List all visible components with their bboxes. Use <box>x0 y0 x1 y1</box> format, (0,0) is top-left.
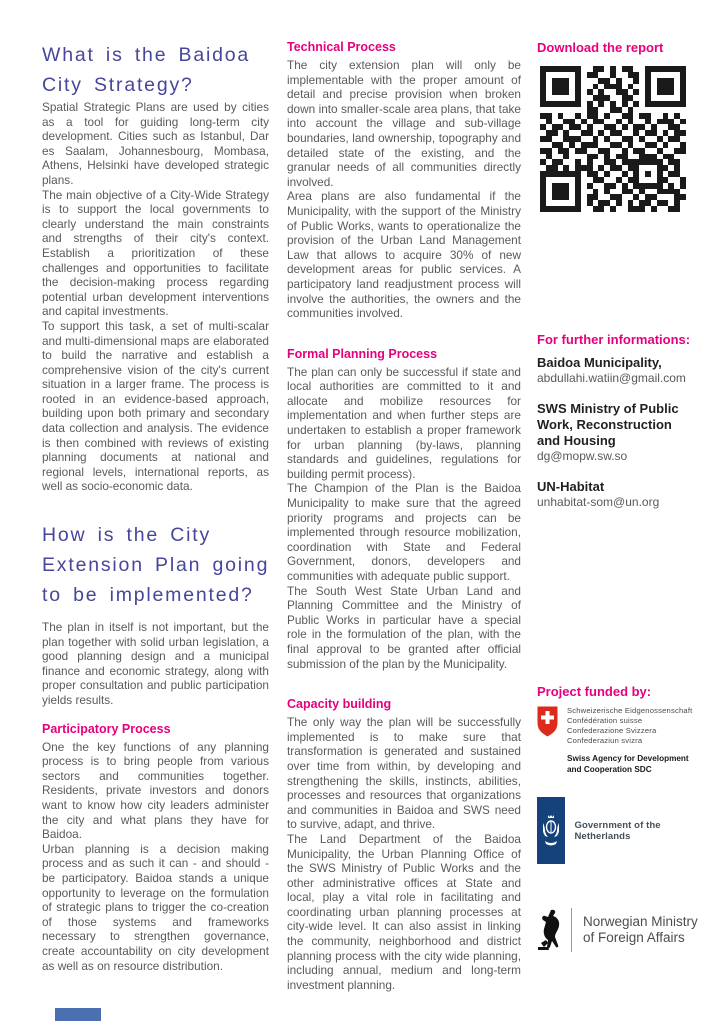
paragraph: The main objective of a City-Wide Strategy is to support the local governments to clearly understand the main constraints and strengths of their city's context. Establish a prioritization of these challenges and opportunities to facilitate the decision-making process regarding potential urban development interventions and capital investments. <box>42 187 269 319</box>
heading-line: How is the City <box>42 524 212 547</box>
netherlands-banner-icon <box>537 797 565 864</box>
paragraph: To support this task, a set of multi-scalar and multi-dimensional maps are elaborated to build the narrative and establish a comprehensive vision of the city's current situation in a larger frame. The process is rooted in an evidence-based approach, building upon both primary and secondary data collection and analysis. The evidence is then combined with reviews of existing planning documents at national and regional levels, international reports, as well as socio-economic data. <box>42 318 269 494</box>
paragraph: The plan can only be successful if state and local authorities are committed to it and allocate and mobilize resources for implementation and when further steps are undertaken to establish a proper framework for urban planning (by-laws, planning standards and guidelines, regulations for building permit process). <box>287 364 521 481</box>
heading-line: Extension Plan going <box>42 554 270 577</box>
subhead-capacity-building: Capacity building <box>287 697 392 712</box>
subhead-technical-process: Technical Process <box>287 40 396 54</box>
contact-entry <box>537 401 707 464</box>
contact-email: dg@mopw.sw.so <box>537 449 628 463</box>
swiss-line: Confédération suisse <box>567 716 643 725</box>
paragraph: The only way the plan will be successfully implemented is to make sure that transformation is generated and sustained over time from within, by developing and strengthening the skills, instincts, abilities, processes and resources that organizations and communities in Baidoa and SWS need to survive, adapt, and thrive. <box>287 715 521 832</box>
paragraph: One the key functions of any planning process is to bring people from various sectors and communities together. Residents, private investors and donors want to know how city leaders administer the city and what plans they have for Baidoa. <box>42 739 269 842</box>
contact-name: SWS Ministry of Public <box>537 401 679 416</box>
section-heading-what-is <box>42 40 269 100</box>
qr-code-icon <box>540 66 686 212</box>
subhead-participatory-process: Participatory Process <box>42 721 171 736</box>
swiss-line: Schweizerische Eidgenossenschaft <box>567 706 693 715</box>
heading-line: What is the Baidoa <box>42 44 251 66</box>
contact-title: For further informations: <box>537 332 691 347</box>
swiss-text <box>567 706 692 775</box>
divider <box>571 908 572 952</box>
paragraph: The South West State Urban Land and Planning Committee and the Ministry of Public Works in particular have a special role in the formulation of the plan, with the final approval to be granted after official submission of the plan by the Municipality. <box>287 583 521 671</box>
paragraph: Spatial Strategic Plans are used by cities as a tool for guiding long-term city development. Cities such as Istanbul, Dar es Saalam, Johannesbourg, Mombasa, Athens, Helsinki have developed strategic plans. <box>42 100 269 187</box>
contact-name: UN-Habitat <box>537 479 605 494</box>
contact-section <box>537 332 707 525</box>
netherlands-label: Government of the Netherlands <box>574 819 661 842</box>
swiss-shield-icon <box>537 706 558 737</box>
swiss-agency-label: Swiss Agency for Development and Cooperation SDC <box>567 754 689 774</box>
footer-blue-bar <box>55 1008 101 1021</box>
swiss-line: Confederaziun svizra <box>567 736 643 745</box>
contact-email: unhabitat-som@un.org <box>537 495 660 509</box>
contact-name: Work, Reconstruction <box>537 417 672 432</box>
netherlands-funder-logo <box>537 797 712 864</box>
download-report-title: Download the report <box>537 40 664 55</box>
paragraph: The Land Department of the Baidoa Municipality, the Urban Planning Office of the SWS Ministry of Public Works and the other administrative offices at State and local, play a vital role in facilitating and coordinating urban planning processes at city-wide level. It can also assist in linking the community, neighborhood and district planning process with the city wide planning, including annual, medium and long-term investment planning. <box>287 831 521 992</box>
swiss-funder-logo <box>537 706 712 775</box>
norway-label: Norwegian Ministry of Foreign Affairs <box>583 913 698 945</box>
paragraph: Area plans are also fundamental if the Municipality, with the support of the Ministry of Public Works, wants to operationalize the provision of the Urban Land Management Law that allows to acquire 30% of new development areas for public services. A participatory land readjustment process will involve the authorities, the owners and the communities involved. <box>287 189 521 321</box>
contact-email: abdullahi.watiin@gmail.com <box>537 371 686 385</box>
paragraph: Urban planning is a decision making process and as such it can - and should - be participatory. Baidoa stands a unique opportunity to leverage on the formulation of strategic plans to trigger the co-creation of those systems and frameworks necessary to strengthen governance, create accountability on city development as well as on resource distribution. <box>42 841 269 973</box>
paragraph: The plan in itself is not important, but the plan together with solid urban legislation, a good planning design and a municipal finance and economic strategy, along with proper consultation and public participation yields results. <box>42 620 269 707</box>
paragraph: The Champion of the Plan is the Baidoa Municipality to make sure that the agreed priority programs and projects can be implemented through resource mobilization, coordination with State and Federal Government, donors, developers and communities with adequate public support. <box>287 481 521 583</box>
left-column <box>42 40 269 973</box>
contact-name: and Housing <box>537 433 616 448</box>
contact-name: Baidoa Municipality, <box>537 355 662 370</box>
contact-entry <box>537 355 707 386</box>
paragraph: The city extension plan will only be implementable with the proper amount of detail and precise provision when broken down into smaller-scale area plans, that take into account the village and sub-village boundaries, land ownership, topography and detailed state of the existing, and the granular needs of all communities directly involved. <box>287 58 521 189</box>
swiss-line: Confederazione Svizzera <box>567 726 657 735</box>
contact-entry <box>537 479 707 510</box>
heading-line: City Strategy? <box>42 74 194 96</box>
middle-column <box>287 40 521 992</box>
norwegian-lion-icon <box>537 909 563 951</box>
section-heading-how-implemented <box>42 520 269 610</box>
funders-title: Project funded by: <box>537 684 652 699</box>
norway-funder-logo <box>537 908 722 952</box>
netherlands-crest-icon <box>541 813 561 849</box>
heading-line: to be implemented? <box>42 584 254 607</box>
subhead-formal-planning-process: Formal Planning Process <box>287 346 438 361</box>
